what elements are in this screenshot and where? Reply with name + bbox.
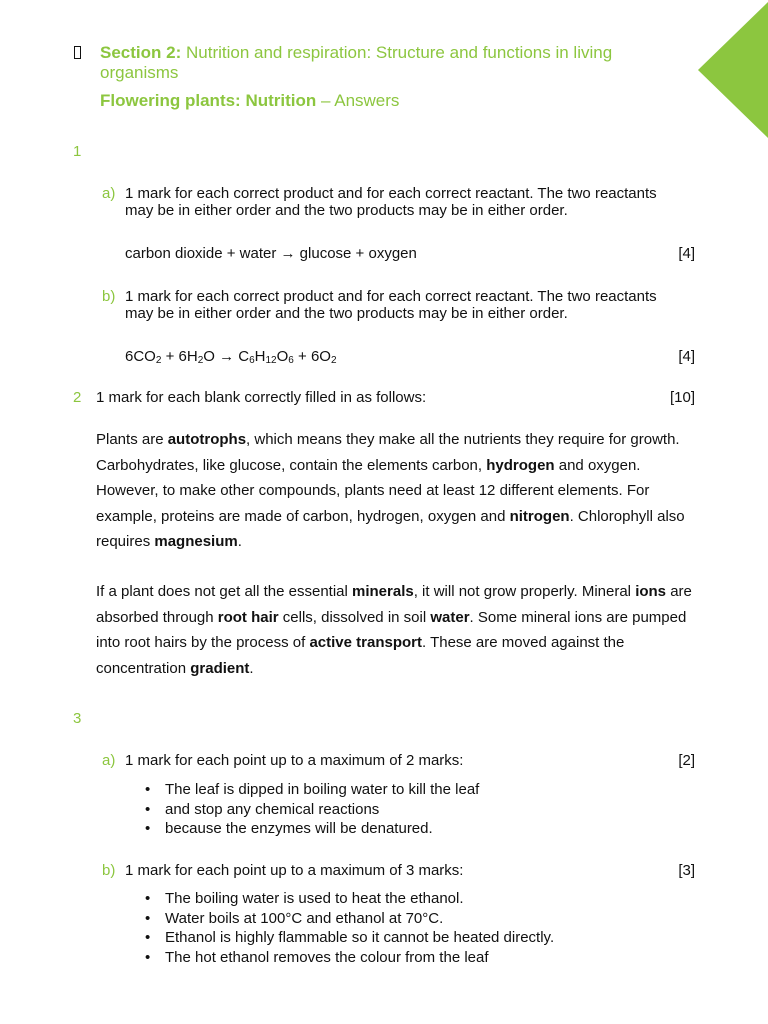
q3a-label: a) xyxy=(102,752,116,769)
q1a-instruction: 1 mark for each correct product and for each correct reactant. The two reactants may be in either order and the two products may be in either order. xyxy=(125,185,657,219)
q3b-label: b) xyxy=(102,862,116,879)
question-2-number: 2 xyxy=(73,389,82,406)
topic-label: Flowering plants: Nutrition xyxy=(100,91,317,110)
question-1-number: 1 xyxy=(73,143,82,160)
q1a-equation: carbon dioxide + water → glucose + oxygen xyxy=(125,245,417,262)
q3b-instruction: 1 mark for each point up to a maximum of 3 marks: xyxy=(125,862,464,879)
q2-instruction: 1 mark for each blank correctly filled in as follows: xyxy=(96,389,427,406)
q1b-equation: $6CO_2 + 6H_2O \to C_6H_{12}O_6 + 6O_2$ xyxy=(125,348,337,366)
q2-paragraph-2: If a plant does not get all the essential minerals, it will not grow properly. Mineral ions are absorbed through root hair cells, dissolved in soil water. Some mineral ions are pumped into root hairs by the process of active transport. These are moved against the concentration gradient. xyxy=(96,583,692,677)
list-item: • because the enzymes will be denatured. xyxy=(145,820,433,837)
q3a-marks: [2] xyxy=(678,752,695,769)
section-label: Section 2: xyxy=(100,43,182,62)
topic-suffix: – Answers xyxy=(321,91,400,110)
q1b-label: b) xyxy=(102,288,116,305)
question-3-number: 3 xyxy=(73,710,82,727)
q1a-marks: [4] xyxy=(678,245,695,262)
list-item: • and stop any chemical reactions xyxy=(145,800,380,818)
q2-paragraph-1: Plants are autotrophs, which means they make all the nutrients they require for growth. Carbohydrates, like glucose, contain the elements carbon, hydrogen and oxygen. However, to make other compounds, plants need at least 12 different elements. For example, proteins are made of carbon, hydrogen, oxygen and nitrogen. Chlorophyll also requires magnesium. xyxy=(96,431,685,550)
q1b-instruction: 1 mark for each correct product and for each correct reactant. The two reactants may be in either order and the two products may be in either order. xyxy=(125,288,657,322)
list-item: • Ethanol is highly flammable so it cannot be heated directly. xyxy=(145,929,555,946)
topic-heading xyxy=(100,91,399,111)
q1b-marks: [4] xyxy=(678,348,695,365)
q2-marks: [10] xyxy=(669,389,695,406)
q3a-point-list xyxy=(145,780,479,839)
list-item: • Water boils at 100°C and ethanol at 70°C. xyxy=(145,909,444,927)
q1a-label: a) xyxy=(102,185,116,202)
list-item: • The hot ethanol removes the colour from the leaf xyxy=(145,948,489,966)
q3a-instruction: 1 mark for each point up to a maximum of 2 marks: xyxy=(125,752,464,769)
section-heading xyxy=(100,43,675,83)
corner-triangle-decoration xyxy=(698,2,768,138)
q3b-marks: [3] xyxy=(678,862,695,879)
list-item: • The boiling water is used to heat the ethanol. xyxy=(145,890,464,907)
q3b-point-list xyxy=(145,889,554,967)
list-item: • The leaf is dipped in boiling water to kill the leaf xyxy=(145,781,480,798)
section-title: Nutrition and respiration: Structure and functions in living organisms xyxy=(100,43,613,82)
header-glyph-box xyxy=(74,46,81,59)
